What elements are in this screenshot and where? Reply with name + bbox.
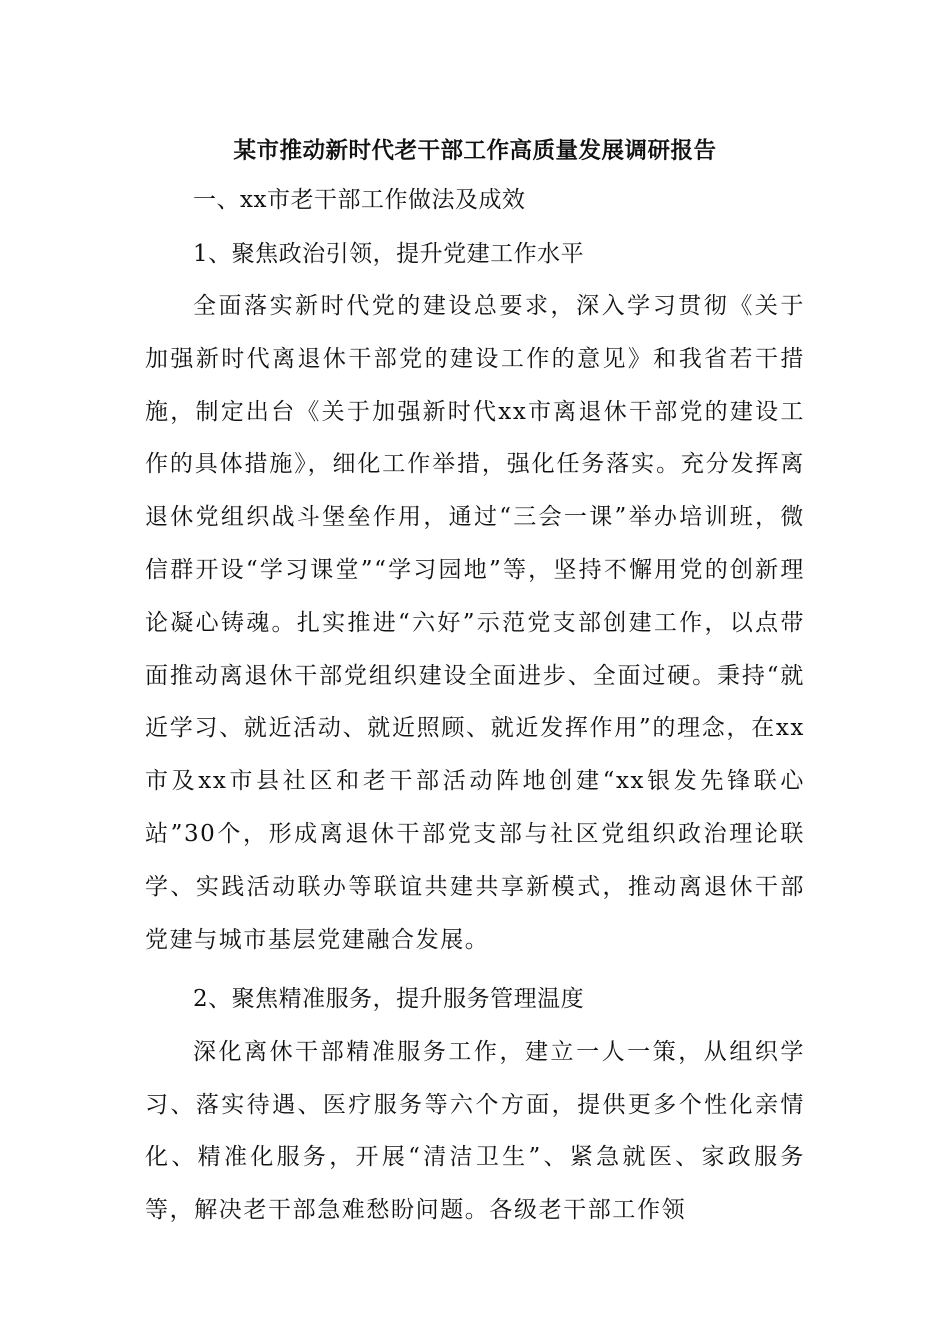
paragraph-2: 深化离休干部精准服务工作，建立一人一策，从组织学习、落实待遇、医疗服务等六个方面，提供更多个性化亲情化、精准化服务，开展“清洁卫生”、紧急就医、家政服务等，解决老干部急难愁盼问题。各级老干部工作领 xyxy=(145,1038,805,1224)
document-body xyxy=(145,131,805,1237)
spacer xyxy=(145,966,805,974)
subsection-heading-2: 2、聚焦精准服务，提升服务管理温度 xyxy=(193,986,585,1013)
document-title: 某市推动新时代老干部工作高质量发展调研报告 xyxy=(233,138,717,164)
paragraph-1: 全面落实新时代党的建设总要求，深入学习贯彻《关于加强新时代离退休干部党的建设工作的意见》和我省若干措施，制定出台《关于加强新时代xx市离退休干部党的建设工作的具体措施》，细化工作举措，强化任务落实。充分发挥离退休党组织战斗堡垒作用，通过“三会一课”举办培训班，微信群开设“学习课堂”“学习园地”等，坚持不懈用党的创新理论凝心铸魂。扎实推进“六好”示范党支部创建工作，以点带面推动离退休干部党组织建设全面进步、全面过硬。秉持“就近学习、就近活动、就近照顾、就近发挥作用”的理念，在xx市及xx市县社区和老干部活动阵地创建“xx银发先锋联心站”30个，形成离退休干部党支部与社区党组织政治理论联学、实践活动联办等联谊共建共享新模式，推动离退休干部党建与城市基层党建融合发展。 xyxy=(145,293,805,953)
section-heading-1: 一、xx市老干部工作做法及成效 xyxy=(193,187,526,213)
subsection-heading-1: 1、聚焦政治引领，提升党建工作水平 xyxy=(193,240,585,267)
